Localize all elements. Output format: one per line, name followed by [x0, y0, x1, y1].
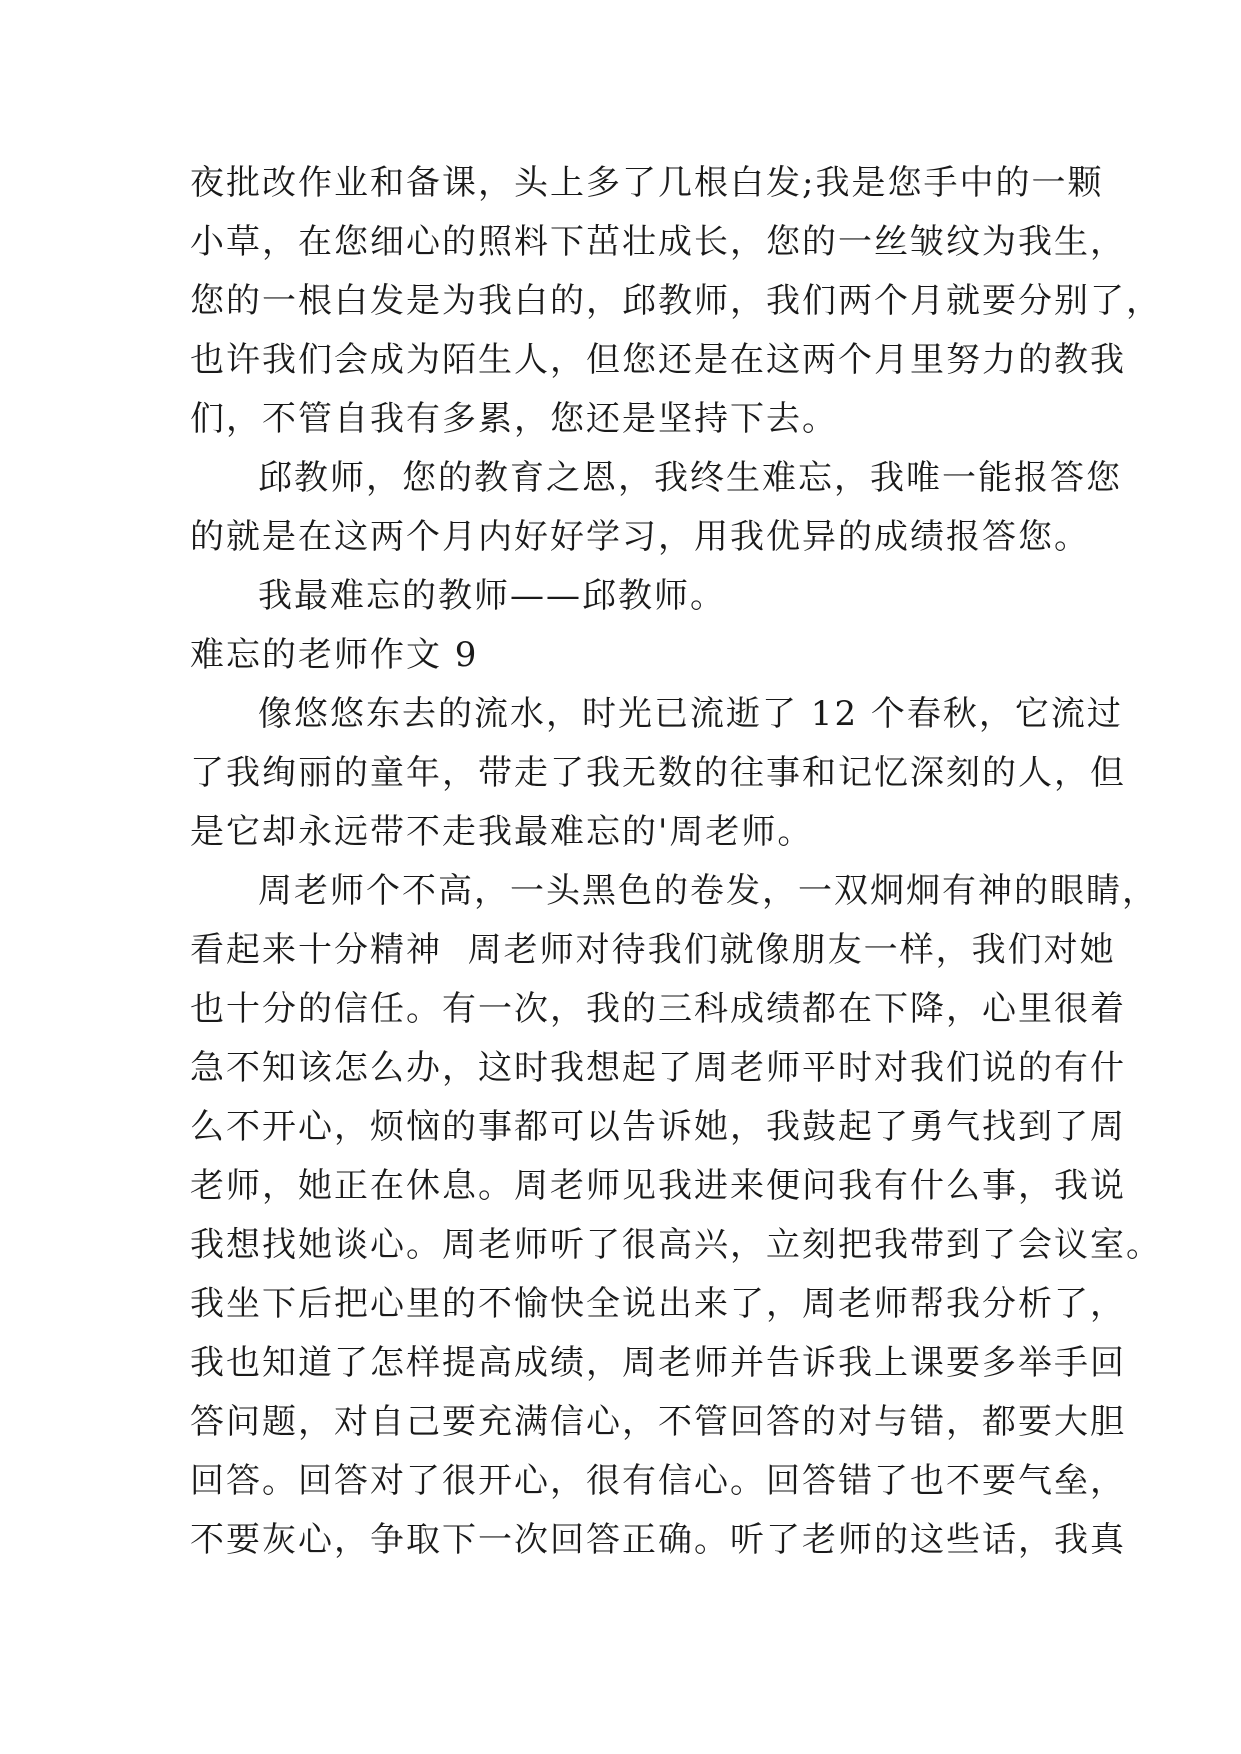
text-line: 看起来十分精神 周老师对待我们就像朋友一样，我们对她 [190, 930, 1116, 970]
document-body [190, 154, 1162, 1570]
text-line: 小草，在您细心的照料下茁壮成长，您的一丝皱纹为我生， [190, 222, 1126, 262]
text-line: 们，不管自我有多累，您还是坚持下去。 [190, 399, 838, 439]
section-heading: 难忘的老师作文 9 [190, 635, 479, 675]
text-line: 的就是在这两个月内好好学习，用我优异的成绩报答您。 [190, 517, 1090, 557]
paragraph-first-line: 邱教师，您的教育之恩，我终生难忘，我唯一能报答您 [258, 458, 1122, 498]
text-line: 了我绚丽的童年，带走了我无数的往事和记忆深刻的人，但 [190, 753, 1126, 793]
text-line: 回答。回答对了很开心，很有信心。回答错了也不要气垒， [190, 1461, 1126, 1501]
text-line: 老师，她正在休息。周老师见我进来便问我有什么事，我说 [190, 1166, 1126, 1206]
text-line: 是它却永远带不走我最难忘的'周老师。 [190, 812, 814, 852]
text-line: 不要灰心，争取下一次回答正确。听了老师的这些话，我真 [190, 1520, 1126, 1560]
text-line: 我坐下后把心里的不愉快全说出来了，周老师帮我分析了， [190, 1284, 1126, 1324]
text-line: 夜批改作业和备课，头上多了几根白发;我是您手中的一颗 [190, 163, 1104, 203]
text-line: 急不知该怎么办，这时我想起了周老师平时对我们说的有什 [190, 1048, 1126, 1088]
text-line: 我想找她谈心。周老师听了很高兴，立刻把我带到了会议室。 [190, 1225, 1162, 1265]
text-line: 也十分的信任。有一次，我的三科成绩都在下降，心里很着 [190, 989, 1126, 1029]
text-line: 您的一根白发是为我白的，邱教师，我们两个月就要分别了， [190, 281, 1162, 321]
paragraph-first-line: 周老师个不高，一头黑色的卷发，一双炯炯有神的眼睛， [258, 871, 1158, 911]
paragraph-first-line: 我最难忘的教师——邱教师。 [258, 576, 726, 616]
text-line: 也许我们会成为陌生人，但您还是在这两个月里努力的教我 [190, 340, 1126, 380]
paragraph-first-line: 像悠悠东去的流水，时光已流逝了 12 个春秋，它流过 [258, 694, 1123, 734]
text-line: 我也知道了怎样提高成绩，周老师并告诉我上课要多举手回 [190, 1343, 1126, 1383]
text-line: 么不开心，烦恼的事都可以告诉她，我鼓起了勇气找到了周 [190, 1107, 1126, 1147]
text-line: 答问题，对自己要充满信心，不管回答的对与错，都要大胆 [190, 1402, 1126, 1442]
